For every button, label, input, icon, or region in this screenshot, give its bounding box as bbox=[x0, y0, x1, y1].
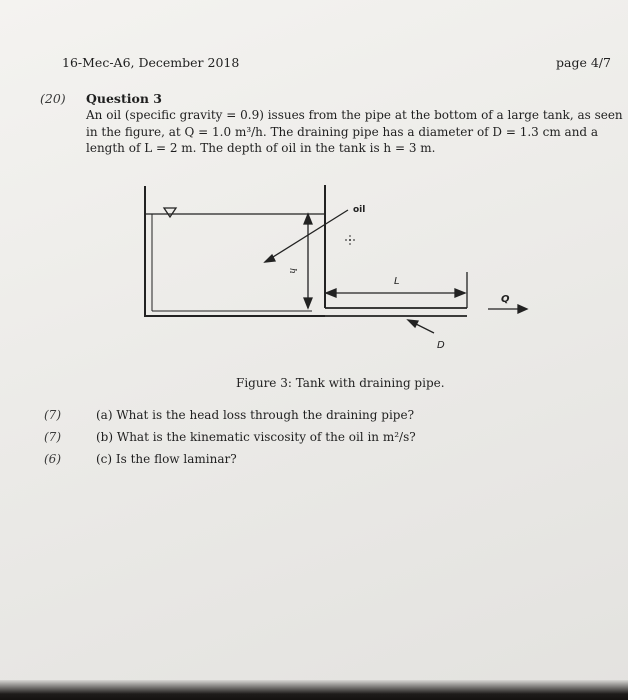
part-b-question: (b) What is the kinematic viscosity of the oil in m²/s? bbox=[96, 430, 416, 444]
page-number: page 4/7 bbox=[556, 55, 611, 70]
question-line: length of L = 2 m. The depth of oil in the tank is h = 3 m. bbox=[86, 141, 436, 155]
part-b-marks: (7) bbox=[44, 430, 61, 444]
h-arrow-bottom bbox=[304, 298, 312, 308]
tank-figure bbox=[140, 180, 540, 360]
part-c-question: (c) Is the flow laminar? bbox=[96, 452, 237, 466]
question-line: An oil (specific gravity = 0.9) issues from the pipe at the bottom of a large tank, as seen bbox=[86, 108, 623, 122]
exam-code: 16-Mec-A6, December 2018 bbox=[62, 55, 240, 70]
L-label: L bbox=[394, 276, 400, 287]
question-title: Question 3 bbox=[86, 91, 162, 106]
part-c-marks: (6) bbox=[44, 452, 61, 466]
L-arrow-left bbox=[326, 289, 336, 297]
L-arrow-right bbox=[455, 289, 465, 297]
h-label: h bbox=[287, 268, 297, 274]
part-a-marks: (7) bbox=[44, 408, 61, 422]
free-surface-triangle bbox=[164, 208, 176, 217]
D-label: D bbox=[437, 340, 445, 351]
question-line: in the figure, at Q = 1.0 m³/h. The draining pipe has a diameter of D = 1.3 cm and a bbox=[86, 124, 599, 139]
question-text bbox=[86, 107, 623, 157]
question-marks: (20) bbox=[40, 91, 66, 106]
oil-label: oil bbox=[353, 205, 366, 215]
part-a-question: (a) What is the head loss through the draining pipe? bbox=[96, 408, 415, 422]
h-arrow-top bbox=[304, 214, 312, 224]
Q-label: Q bbox=[501, 294, 510, 305]
figure-caption: Figure 3: Tank with draining pipe. bbox=[236, 376, 445, 390]
D-leader-arrow bbox=[408, 320, 418, 327]
Q-flow-arrow bbox=[518, 305, 527, 313]
